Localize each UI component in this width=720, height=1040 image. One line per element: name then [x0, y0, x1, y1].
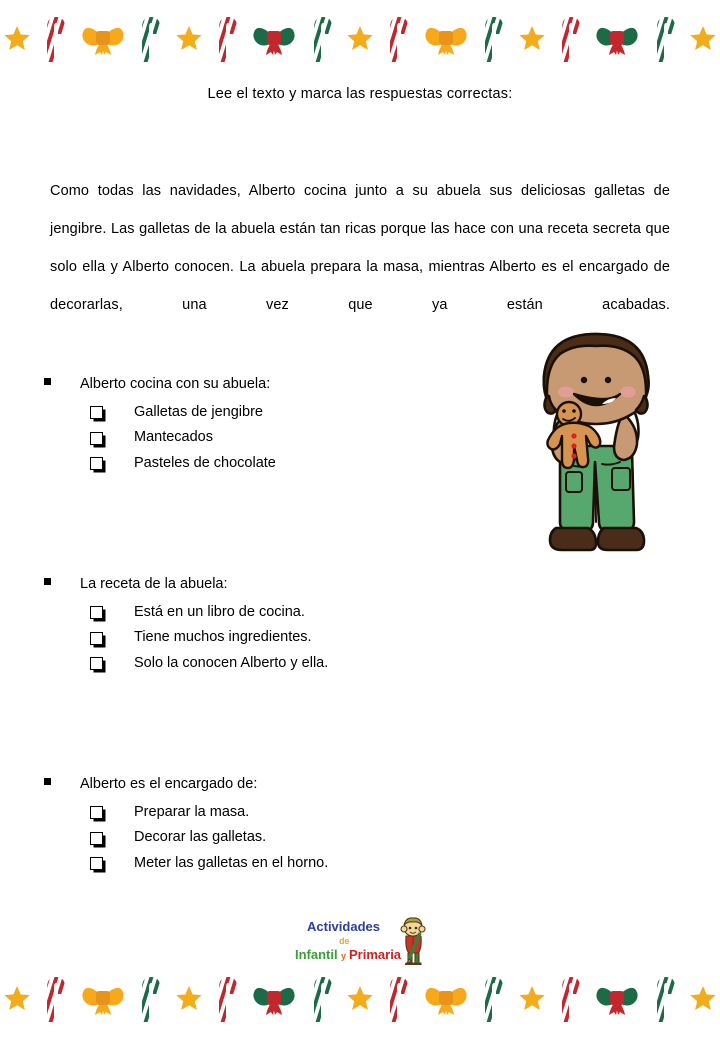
candy-cane-red-icon	[210, 972, 244, 1024]
checkbox-icon[interactable]	[90, 857, 103, 870]
candy-cane-green-icon	[305, 972, 339, 1024]
star-icon	[176, 25, 202, 51]
decorative-border-bottom	[0, 968, 720, 1028]
option-row[interactable]	[44, 450, 504, 476]
question-heading-3	[44, 776, 504, 792]
bow-green-icon	[252, 981, 296, 1015]
star-icon	[347, 985, 373, 1011]
option-list-2	[44, 599, 504, 676]
checkbox-icon[interactable]	[90, 832, 103, 845]
question-title-1: Alberto cocina con su abuela:	[80, 376, 271, 392]
star-icon	[176, 985, 202, 1011]
candy-cane-red-icon	[553, 12, 587, 64]
star-icon	[690, 985, 716, 1011]
candy-cane-red-icon	[38, 12, 72, 64]
checkbox-icon[interactable]	[90, 606, 103, 619]
decorative-border-top	[0, 8, 720, 68]
bow-gold-icon	[81, 981, 125, 1015]
option-list-3	[44, 799, 504, 876]
candy-cane-red-icon	[381, 12, 415, 64]
logo-text-actividades: Actividades	[307, 919, 380, 934]
boy-with-gingerbread-illustration	[516, 332, 676, 564]
option-label: Está en un libro de cocina.	[134, 603, 305, 620]
bullet-square-icon	[44, 578, 51, 585]
checkbox-icon[interactable]	[90, 457, 103, 470]
option-list-1	[44, 399, 504, 476]
question-heading-1	[44, 376, 504, 392]
question-heading-2	[44, 576, 504, 592]
option-row[interactable]	[44, 825, 504, 851]
option-label: Galletas de jengibre	[134, 403, 263, 420]
candy-cane-red-icon	[38, 972, 72, 1024]
option-label: Preparar la masa.	[134, 803, 250, 820]
logo-text-infantil: Infantil	[295, 947, 338, 962]
checkbox-icon[interactable]	[90, 432, 103, 445]
question-title-2: La receta de la abuela:	[80, 576, 228, 592]
candy-cane-green-icon	[476, 972, 510, 1024]
logo-mascot-icon	[401, 918, 425, 965]
option-row[interactable]	[44, 650, 504, 676]
candy-cane-red-icon	[553, 972, 587, 1024]
option-label: Solo la conocen Alberto y ella.	[134, 654, 329, 671]
candy-cane-green-icon	[133, 12, 167, 64]
logo-text-y: y	[341, 951, 347, 961]
bow-green-icon	[595, 21, 639, 55]
bow-gold-icon	[81, 21, 125, 55]
site-logo	[295, 913, 435, 965]
logo-text-primaria: Primaria	[349, 947, 402, 962]
star-icon	[347, 25, 373, 51]
reading-passage: Como todas las navidades, Alberto cocina junto a su abuela sus deliciosas galletas de jengibre. Las galletas de la abuela están tan ricas porque las hace con una receta secreta que solo ella y Alberto conocen. La abuela prepara la masa, mientras Alberto es el encargado de decorarlas, una vez que ya están acabadas.	[50, 183, 670, 313]
candy-cane-green-icon	[648, 972, 682, 1024]
checkbox-icon[interactable]	[90, 406, 103, 419]
question-block-1	[44, 376, 504, 476]
option-row[interactable]	[44, 625, 504, 651]
bow-gold-icon	[424, 21, 468, 55]
checkbox-icon[interactable]	[90, 632, 103, 645]
star-icon	[4, 25, 30, 51]
checkbox-icon[interactable]	[90, 806, 103, 819]
bullet-square-icon	[44, 378, 51, 385]
option-row[interactable]	[44, 599, 504, 625]
bow-gold-icon	[424, 981, 468, 1015]
instruction-text: Lee el texto y marca las respuestas correctas:	[207, 86, 513, 102]
option-row[interactable]	[44, 399, 504, 425]
checkbox-icon[interactable]	[90, 657, 103, 670]
option-label: Mantecados	[134, 429, 213, 446]
candy-cane-green-icon	[476, 12, 510, 64]
candy-cane-red-icon	[381, 972, 415, 1024]
question-title-3: Alberto es el encargado de:	[80, 776, 258, 792]
question-block-2	[44, 576, 504, 676]
bullet-square-icon	[44, 778, 51, 785]
logo-text-de: de	[339, 936, 350, 946]
star-icon	[690, 25, 716, 51]
candy-cane-green-icon	[305, 12, 339, 64]
star-icon	[4, 985, 30, 1011]
option-label: Decorar las galletas.	[134, 829, 267, 846]
bow-green-icon	[595, 981, 639, 1015]
option-row[interactable]	[44, 850, 504, 876]
candy-cane-green-icon	[133, 972, 167, 1024]
bow-green-icon	[252, 21, 296, 55]
candy-cane-red-icon	[210, 12, 244, 64]
option-label: Pasteles de chocolate	[134, 454, 276, 471]
star-icon	[519, 985, 545, 1011]
star-icon	[519, 25, 545, 51]
question-block-3	[44, 776, 504, 876]
option-row[interactable]	[44, 799, 504, 825]
option-row[interactable]	[44, 425, 504, 451]
option-label: Tiene muchos ingredientes.	[134, 629, 312, 646]
candy-cane-green-icon	[648, 12, 682, 64]
option-label: Meter las galletas en el horno.	[134, 854, 329, 871]
